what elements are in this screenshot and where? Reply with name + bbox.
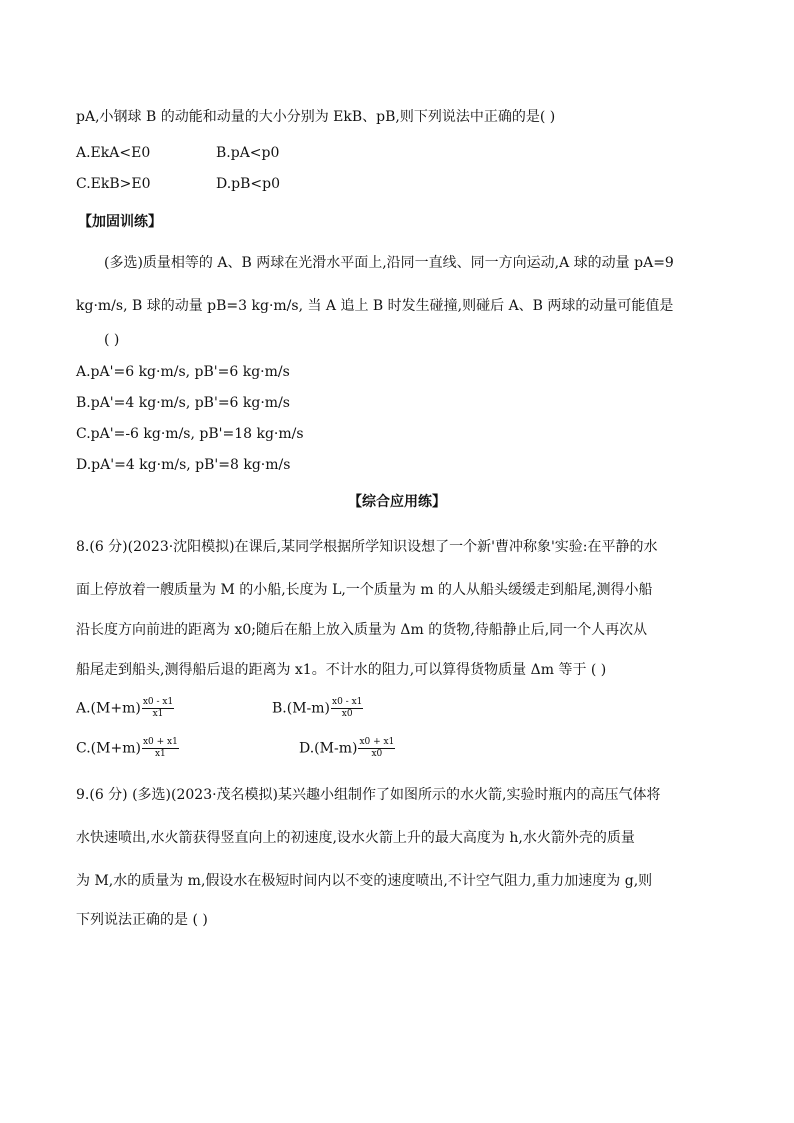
q8-option-b-fraction xyxy=(331,697,363,720)
q9-line-1: 9.(6 分) (多选)(2023·茂名模拟)某兴趣小组制作了如图所示的水火箭,实验时瓶内的高压气体将 xyxy=(76,787,661,803)
q9-line-2: 水快速喷出,水火箭获得竖直向上的初速度,设水火箭上升的最大高度为 h,水火箭外壳的质量 xyxy=(76,830,635,846)
q8-line-3: 沿长度方向前进的距离为 x0;随后在船上放入质量为 Δm 的货物,待船静止后,同一个人再次从 xyxy=(76,622,648,638)
reinforce-heading: 【加固训练】 xyxy=(78,214,162,230)
reinforce-option-b: B.pA'=4 kg·m/s, pB'=6 kg·m/s xyxy=(76,395,290,411)
reinforce-option-c: C.pA'=-6 kg·m/s, pB'=18 kg·m/s xyxy=(76,426,304,442)
q8-option-b-numerator: x0 - x1 xyxy=(332,697,363,707)
reinforce-stem-line-3: ( ) xyxy=(104,332,120,348)
q7-option-b: B.pA<p0 xyxy=(216,145,280,161)
q8-option-d-denominator: x0 xyxy=(371,749,383,759)
q8-option-c-denominator: x1 xyxy=(154,749,166,759)
q8-option-a-denominator: x1 xyxy=(152,709,164,719)
q8-option-c xyxy=(76,737,179,760)
q8-option-c-numerator: x0 + x1 xyxy=(142,737,178,747)
q8-option-c-prefix: C.(M+m) xyxy=(76,740,141,757)
q8-option-b xyxy=(272,697,363,720)
q8-option-c-fraction xyxy=(142,737,179,760)
q8-option-a-fraction xyxy=(142,697,174,720)
reinforce-stem-line-2: kg·m/s, B 球的动量 pB=3 kg·m/s, 当 A 追上 B 时发生碰撞,则碰后 A、B 两球的动量可能值是 xyxy=(76,298,674,314)
q8-option-a-prefix: A.(M+m) xyxy=(76,700,141,717)
q7-option-a: A.EkA<E0 xyxy=(76,145,151,161)
q8-option-d-numerator: x0 + x1 xyxy=(359,737,395,747)
q9-line-4: 下列说法正确的是 ( ) xyxy=(76,912,208,928)
q8-option-d-prefix: D.(M-m) xyxy=(299,740,358,757)
q7-option-d: D.pB<p0 xyxy=(216,176,281,192)
section-heading: 【综合应用练】 xyxy=(348,494,446,510)
q8-option-a-numerator: x0 - x1 xyxy=(142,697,174,707)
reinforce-stem-line-1: (多选)质量相等的 A、B 两球在光滑水平面上,沿同一直线、同一方向运动,A 球的动量 pA=9 xyxy=(104,255,674,271)
q7-option-c: C.EkB>E0 xyxy=(76,176,151,192)
reinforce-option-a: A.pA'=6 kg·m/s, pB'=6 kg·m/s xyxy=(76,364,290,380)
q8-line-4: 船尾走到船头,测得船后退的距离为 x1。不计水的阻力,可以算得货物质量 Δm 等于 ( ) xyxy=(76,662,607,678)
q9-line-3: 为 M,水的质量为 m,假设水在极短时间内以不变的速度喷出,不计空气阻力,重力加速度为 g,则 xyxy=(76,873,653,889)
q8-line-1: 8.(6 分)(2023·沈阳模拟)在课后,某同学根据所学知识设想了一个新'曹冲称象'实验:在平静的水 xyxy=(76,539,658,555)
q8-option-d-fraction xyxy=(358,737,395,760)
q8-line-2: 面上停放着一艘质量为 M 的小船,长度为 L,一个质量为 m 的人从船头缓缓走到船尾,测得小船 xyxy=(76,582,653,598)
q8-option-b-prefix: B.(M-m) xyxy=(272,700,331,717)
q8-option-d xyxy=(299,737,395,760)
q8-option-a xyxy=(76,697,174,720)
q7-stem-line: pA,小钢球 B 的动能和动量的大小分别为 EkB、pB,则下列说法中正确的是( ) xyxy=(76,109,556,125)
q8-option-b-denominator: x0 xyxy=(341,709,353,719)
reinforce-option-d: D.pA'=4 kg·m/s, pB'=8 kg·m/s xyxy=(76,457,291,473)
